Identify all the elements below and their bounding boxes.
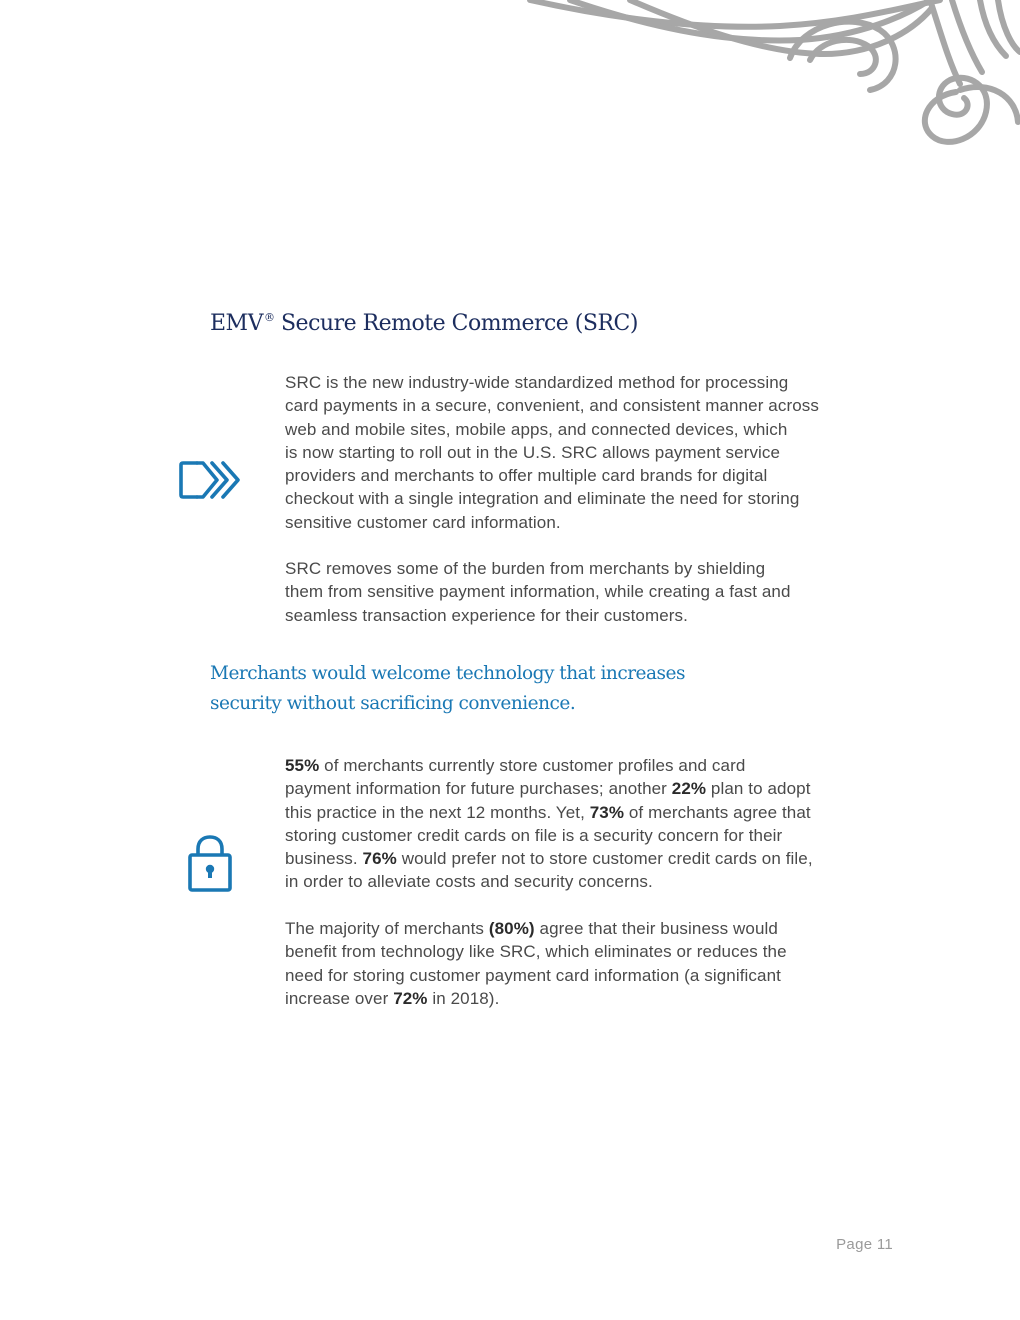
page-title: EMV® Secure Remote Commerce (SRC) [210, 311, 638, 336]
registered-mark: ® [263, 311, 275, 324]
callout-heading: Merchants would welcome technology that increases security without sacrificing convenience. [210, 663, 685, 714]
stat-76: 76% [362, 849, 397, 869]
merchant-stats-paragraph: 55% of merchants currently store customer profiles and card payment information for future purchases; another 22% plan to adopt this practice in the next 12 months. Yet, 73% of merchants agree that storing customer credit cards on file is a security concern for their business. 76% would prefer not to store customer credit cards on file, in order to alleviate costs and security concerns. [285, 756, 813, 892]
stat-72: 72% [393, 988, 428, 1008]
stat-22: 22% [671, 779, 707, 799]
decorative-swirl-ornament [520, 0, 1020, 150]
stat-73: 73% [589, 802, 625, 822]
burden-paragraph: SRC removes some of the burden from merchants by shielding them from sensitive payment information, while creating a fast and seamless transaction experience for their customers. [285, 559, 791, 625]
page-number: Page 11 [836, 1236, 893, 1253]
double-chevron-right-icon [179, 460, 241, 500]
padlock-icon [187, 835, 233, 893]
majority-paragraph: The majority of merchants (80%) agree that their business would benefit from technology like SRC, which eliminates or reduces the need for storing customer payment card information (a significant increase over 72% in 2018). [285, 919, 787, 1008]
stat-80: (80%) [488, 919, 535, 938]
intro-paragraph: SRC is the new industry-wide standardized method for processing card payments in a secure, convenient, and consistent manner across web and mobile sites, mobile apps, and connected devices, which is now starting to roll out in the U.S. SRC allows payment service providers and merchants to offer multiple card brands for digital checkout with a single integration and eliminate the need for storing sensitive customer card information. [285, 373, 819, 532]
stat-55: 55% [285, 756, 320, 775]
